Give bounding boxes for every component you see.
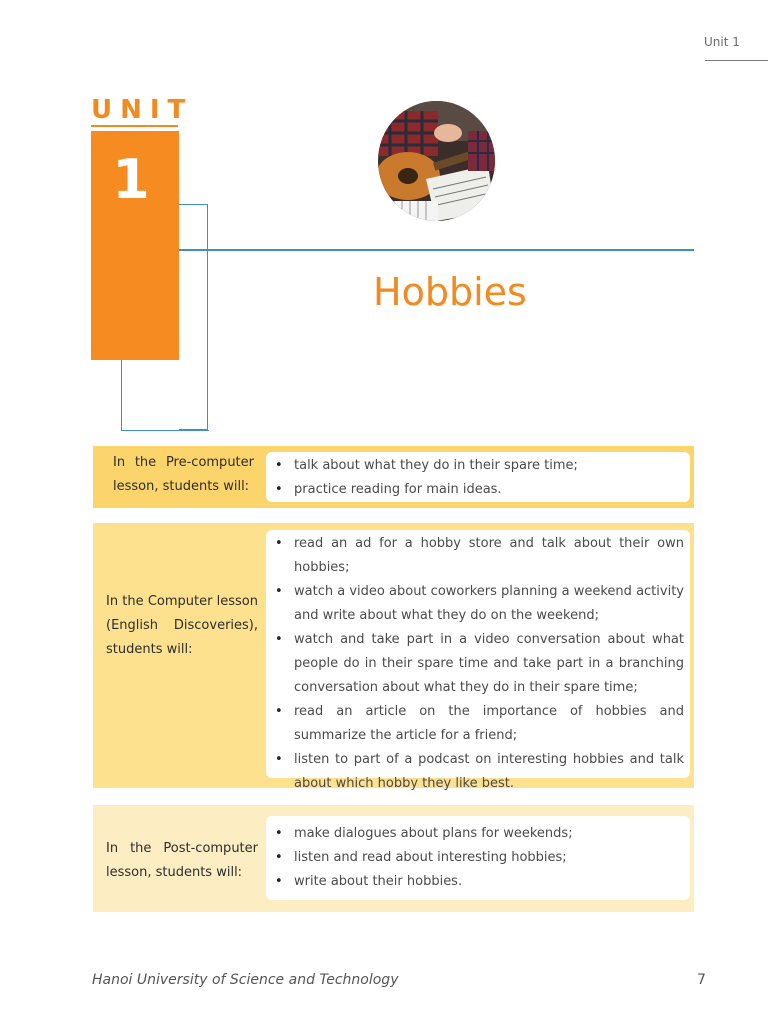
title-rule: [179, 249, 694, 251]
unit-word: UNIT: [91, 95, 194, 125]
page-title: Hobbies: [373, 270, 527, 314]
page-number: 7: [697, 972, 706, 988]
computer-section: [93, 523, 694, 791]
list-item: • watch a video about coworkers planning a weekend activity and write about what they do on the weekend;: [274, 580, 684, 628]
post-computer-label: In the Post-computer lesson, students will:: [106, 841, 258, 880]
computer-card: [266, 530, 690, 791]
guitar-photo: [378, 101, 495, 221]
computer-label: In the Computer lesson (English Discoveries), students will:: [106, 594, 258, 657]
header-rule: [705, 60, 768, 61]
list-item: • write about their hobbies.: [274, 870, 684, 894]
list-item: • read an ad for a hobby store and talk about their own hobbies;: [274, 532, 684, 580]
pre-computer-section: [93, 446, 694, 508]
pre-computer-label: In the Pre-computer lesson, students will:: [113, 455, 254, 494]
list-item: • talk about what they do in their spare time;: [274, 454, 684, 478]
guitar-photo-icon: [378, 101, 495, 221]
list-item: • read an article on the importance of hobbies and summarize the article for a friend;: [274, 700, 684, 748]
pre-computer-card: [266, 452, 690, 502]
list-item: • watch and take part in a video conversation about what people do in their spare time and take part in a branching conversation about what they do in their spare time;: [274, 628, 684, 700]
list-item: • make dialogues about plans for weekends;: [274, 822, 684, 846]
unit-underline: [91, 125, 178, 127]
footer-institution: Hanoi University of Science and Technology: [92, 972, 399, 988]
unit-number: 1: [112, 148, 150, 211]
list-item: • practice reading for main ideas.: [274, 478, 684, 502]
list-item: • listen to part of a podcast on interesting hobbies and talk about which hobby they like best.: [274, 748, 684, 796]
decorative-frame-bottom: [121, 360, 209, 431]
post-computer-section: [93, 805, 694, 912]
running-head: Unit 1: [704, 35, 740, 49]
list-item: • listen and read about interesting hobbies;: [274, 846, 684, 870]
post-computer-card: [266, 816, 690, 900]
